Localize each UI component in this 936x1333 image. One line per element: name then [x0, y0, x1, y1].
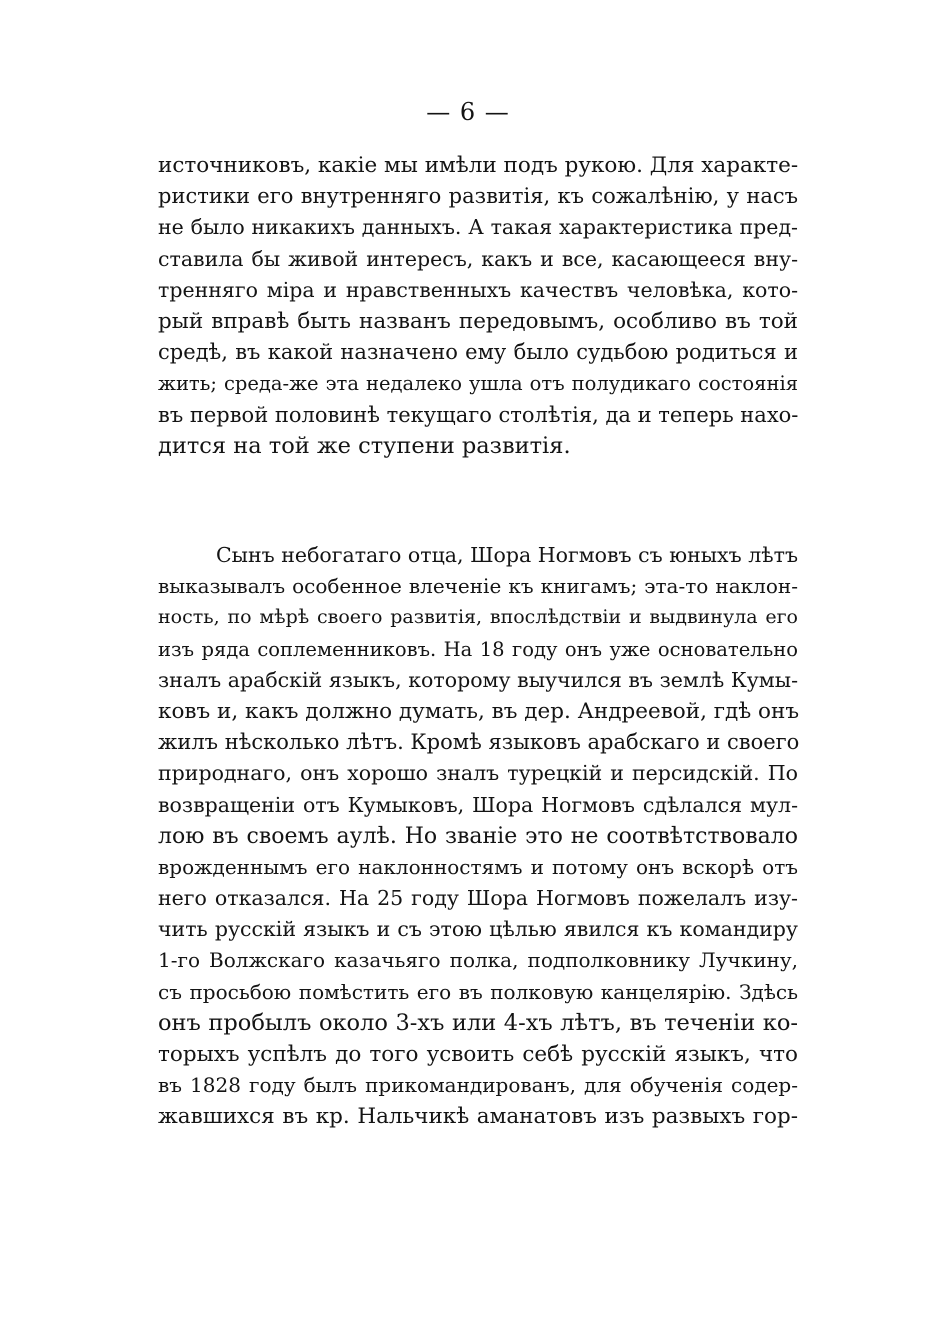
text-line: 1-го Волжскаго казачьяго полка, подполковнику Лучкину,	[158, 948, 798, 973]
text-line: ность, по мѣрѣ своего развитія, впослѣдствіи и выдвинула его	[158, 606, 798, 629]
text-line: онъ пробылъ около 3-хъ или 4-хъ лѣтъ, въ теченіи ко-	[158, 1009, 798, 1036]
text-line: чить русскій языкъ и съ этою цѣлью явился къ командиру	[158, 917, 798, 942]
text-line: ковъ и, какъ должно думать, въ дер. Андреевой, гдѣ онъ	[158, 698, 800, 724]
text-line: зналъ арабскій языкъ, которому выучился въ землѣ Кумы-	[158, 667, 798, 692]
text-line: средѣ, въ какой назначено ему было судьбою родиться и	[158, 340, 798, 365]
text-line: въ 1828 году былъ прикомандированъ, для обученія содер-	[158, 1073, 798, 1098]
text-line: него отказался. На 25 году Шора Ногмовъ пожелалъ изу-	[158, 886, 798, 911]
paragraph-2	[158, 540, 798, 1133]
text-line: возвращеніи отъ Кумыковъ, Шора Ногмовъ сдѣлался мул-	[158, 792, 798, 817]
text-line: съ просьбою помѣстить его въ полковую канцелярію. Здѣсь	[158, 979, 798, 1004]
text-line: природнаго, онъ хорошо зналъ турецкій и персидскій. По	[158, 761, 798, 786]
paragraph-1	[158, 150, 798, 462]
page-number: — 6 —	[426, 98, 510, 126]
text-line: не было никакихъ данныхъ. А такая характеристика пред-	[158, 215, 798, 240]
text-line: врожденнымъ его наклонностямъ и потому онъ вскорѣ отъ	[158, 854, 798, 879]
text-line: рый вправѣ быть названъ передовымъ, особливо въ той	[158, 308, 798, 334]
text-line: тренняго міра и нравственныхъ качествъ человѣка, кото-	[158, 277, 798, 302]
text-line: изъ ряда соплеменниковъ. На 18 году онъ уже основательно	[158, 637, 798, 661]
text-line: Сынъ небогатаго отца, Шора Ногмовъ съ юныхъ лѣтъ	[216, 543, 798, 567]
text-line: лою въ своемъ аулѣ. Но званіе это не соотвѣтствовало	[158, 823, 798, 849]
text-line: ристики его внутренняго развитія, къ сожалѣнію, у насъ	[158, 184, 798, 209]
text-line: источниковъ, какіе мы имѣли подъ рукою. Для характе-	[158, 153, 799, 178]
text-line: жавшихся въ кр. Нальчикѣ аманатовъ изъ развыхъ гор-	[158, 1104, 798, 1130]
text-line: жить; среда-же эта недалеко ушла отъ полудикаго состоянія	[158, 372, 798, 396]
text-line: ставила бы живой интересъ, какъ и все, касающееся вну-	[158, 246, 798, 271]
text-line: торыхъ успѣлъ до того усвоить себѣ русскій языкъ, что	[158, 1042, 798, 1067]
text-line: выказывалъ особенное влеченіе къ книгамъ; эта-то наклон-	[158, 574, 798, 599]
text-line: дится на той же ступени развитія.	[158, 432, 571, 459]
text-line: жилъ нѣсколько лѣтъ. Кромѣ языковъ арабскаго и своего	[158, 730, 800, 755]
text-line: въ первой половинѣ текущаго столѣтія, да и теперь нахо-	[158, 402, 799, 427]
